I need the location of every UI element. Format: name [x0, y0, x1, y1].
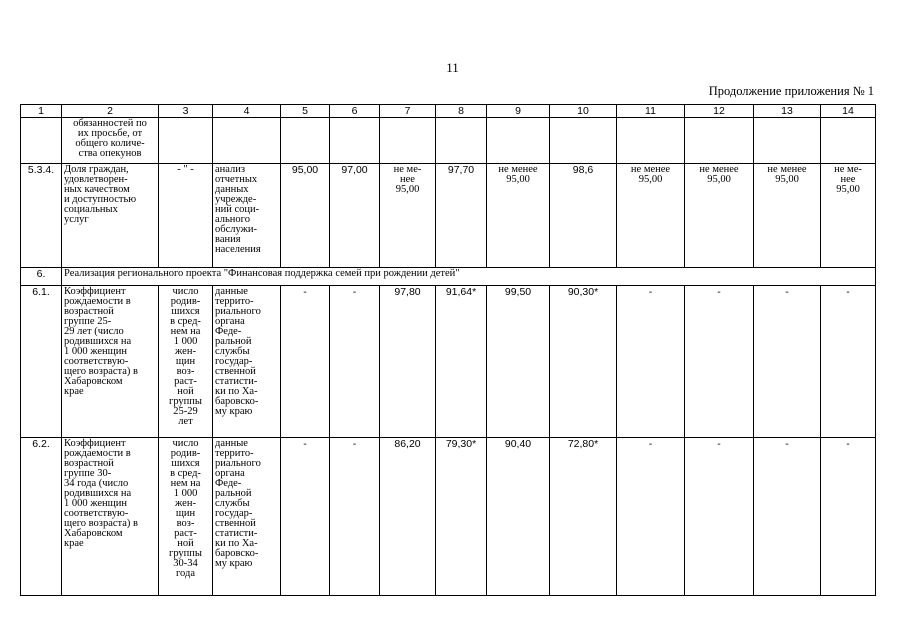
row-number-cell: 6.2.	[21, 438, 62, 596]
value-cell: -	[330, 286, 380, 438]
source-cell: анализ отчетных данных учрежде- ний соци- ального обслужи- вания населения	[213, 164, 281, 268]
header-cell: 1	[21, 105, 62, 118]
header-cell: 4	[213, 105, 281, 118]
value-cell: 91,64*	[436, 286, 487, 438]
unit-cell: число родив- шихся в сред- нем на 1 000 жен- щин воз- раст- ной группы 25-29 лет	[159, 286, 213, 438]
value-cell: -	[685, 438, 754, 596]
section-number-cell: 6.	[21, 268, 62, 286]
unit-cell: - " -	[159, 164, 213, 268]
value-cell: 72,80*	[550, 438, 617, 596]
indicator-name-cell: Доля граждан, удовлетворен- ных качеством и доступностью социальных услуг	[62, 164, 159, 268]
value-cell: 90,30*	[550, 286, 617, 438]
value-cell	[821, 118, 876, 164]
value-cell: 97,00	[330, 164, 380, 268]
value-cell: 86,20	[380, 438, 436, 596]
source-cell: данные террито- риального органа Феде- ральной службы государ- ственной статисти- ки по Ха- баровско- му краю	[213, 438, 281, 596]
indicators-table	[20, 104, 876, 596]
table-row	[21, 118, 876, 164]
header-cell: 11	[617, 105, 685, 118]
value-cell: 95,00	[281, 164, 330, 268]
row-number-cell: 5.3.4.	[21, 164, 62, 268]
value-cell	[281, 118, 330, 164]
continuation-caption: Продолжение приложения № 1	[708, 84, 874, 98]
header-cell: 2	[62, 105, 159, 118]
header-row	[21, 105, 876, 118]
value-cell	[685, 118, 754, 164]
header-cell: 14	[821, 105, 876, 118]
value-cell: -	[281, 438, 330, 596]
value-cell: 90,40	[487, 438, 550, 596]
value-cell: 98,6	[550, 164, 617, 268]
value-cell	[550, 118, 617, 164]
value-cell	[617, 118, 685, 164]
unit-cell	[159, 118, 213, 164]
header-cell: 8	[436, 105, 487, 118]
value-cell: не ме- нее 95,00	[821, 164, 876, 268]
header-cell: 10	[550, 105, 617, 118]
indicator-name-cell: обязанностей по их просьбе, от общего количе- ства опекунов	[62, 118, 159, 164]
unit-cell: число родив- шихся в сред- нем на 1 000 жен- щин воз- раст- ной группы 30-34 года	[159, 438, 213, 596]
row-number-cell: 6.1.	[21, 286, 62, 438]
value-cell: не менее 95,00	[617, 164, 685, 268]
value-cell: не менее 95,00	[685, 164, 754, 268]
header-cell: 13	[754, 105, 821, 118]
value-cell: 79,30*	[436, 438, 487, 596]
value-cell	[754, 118, 821, 164]
header-cell: 5	[281, 105, 330, 118]
indicator-name-cell: Коэффициент рождаемости в возрастной группе 30- 34 года (число родившихся на 1 000 женщин соответствую- щего возраста) в Хабаровском крае	[62, 438, 159, 596]
table-row	[21, 438, 876, 596]
header-cell: 12	[685, 105, 754, 118]
value-cell: -	[281, 286, 330, 438]
value-cell: 99,50	[487, 286, 550, 438]
value-cell	[380, 118, 436, 164]
value-cell: не ме- нее 95,00	[380, 164, 436, 268]
value-cell	[436, 118, 487, 164]
header-cell: 6	[330, 105, 380, 118]
value-cell	[330, 118, 380, 164]
value-cell	[487, 118, 550, 164]
table-row	[21, 286, 876, 438]
value-cell: 97,80	[380, 286, 436, 438]
source-cell	[213, 118, 281, 164]
value-cell: -	[754, 438, 821, 596]
value-cell: -	[617, 438, 685, 596]
value-cell: -	[617, 286, 685, 438]
indicator-name-cell: Коэффициент рождаемости в возрастной группе 25- 29 лет (число родившихся на 1 000 женщин соответствую- щего возраста) в Хабаровском крае	[62, 286, 159, 438]
table-row	[21, 164, 876, 268]
value-cell: -	[754, 286, 821, 438]
source-cell: данные террито- риального органа Феде- ральной службы государ- ственной статисти- ки по Ха- баровско- му краю	[213, 286, 281, 438]
value-cell: -	[685, 286, 754, 438]
header-cell: 9	[487, 105, 550, 118]
header-cell: 3	[159, 105, 213, 118]
header-cell: 7	[380, 105, 436, 118]
value-cell: -	[330, 438, 380, 596]
section-row	[21, 268, 876, 286]
value-cell: -	[821, 438, 876, 596]
value-cell: не менее 95,00	[754, 164, 821, 268]
value-cell: -	[821, 286, 876, 438]
value-cell: 97,70	[436, 164, 487, 268]
section-title-cell: Реализация регионального проекта "Финансовая поддержка семей при рождении детей"	[62, 268, 876, 286]
row-number-cell	[21, 118, 62, 164]
page-number: 11	[446, 60, 459, 75]
value-cell: не менее 95,00	[487, 164, 550, 268]
